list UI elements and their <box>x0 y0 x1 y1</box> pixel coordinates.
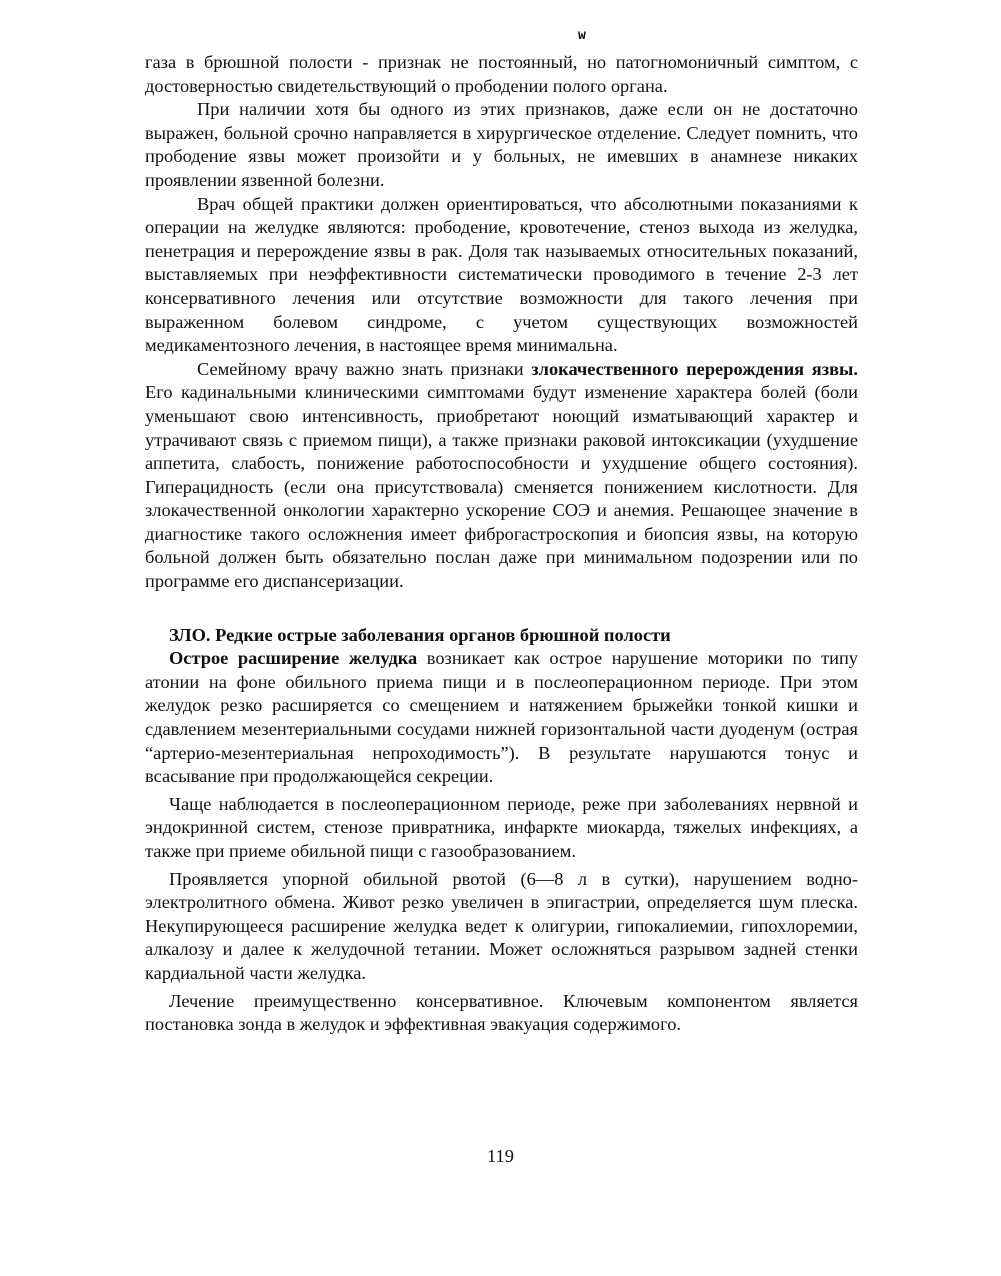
page-number: 119 <box>487 1146 514 1166</box>
paragraph-treatment: Лечение преимущественно консервативное. Ключевым компонентом является постановка зонда в желудок и эффективная эвакуация содержимого. <box>145 990 858 1035</box>
malignancy-term: злокачественного перерождения язвы. <box>531 358 858 379</box>
paragraph-indications: Врач общей практики должен ориентироваться, что абсолютными показаниями к операции на желудке являются: прободение, кровотечение, стеноз выхода из желудка, пенетрация и перерождение язвы в рак. Доля так называемых относительных показаний, выставляемых при неэффективности систематически проводимого в течение 2-3 лет консервативного лечения или отсутствие возможности для такого лечения при выраженном болевом синдроме, с учетом существующих возможностей медикаментозного лечения, в настоящее время минимальна. <box>145 193 858 356</box>
gastric-dilation-term: Острое расширение желудка <box>169 648 418 669</box>
section-heading: ЗЛО. Редкие острые заболевания органов брюшной полости <box>169 624 671 645</box>
malignancy-text: Его кадинальными клиническими симптомами будут изменение характера болей (боли уменьшают свою интенсивность, приобретают ноющий изматывающий характер и утрачивают связь с приемом пищи), а также признаки раковой интоксикации (ухудшение аппетита, слабость, понижение работоспособности и ухудшение общего состояния). Гиперацидность (если она присутствовала) сменяется понижением кислотности. Для злокачественной онкологии характерно ускорение СОЭ и анемия. Решающее значение в диагностике такого осложнения имеет фиброгастроскопия и биопсия язвы, на которую больной должен быть обязательно послан даже при минимальном подозрении или по программе его диспансеризации. <box>145 382 858 592</box>
paragraph-gas-sign: газа в брюшной полости - признак не постоянный, но патогномоничный симптом, с достоверностью свидетельствующий о прободении полого органа. <box>145 52 858 96</box>
paragraph-malignancy <box>145 358 858 594</box>
body-text <box>145 51 858 1037</box>
paragraph-referral: При наличии хотя бы одного из этих признаков, даже если он не достаточно выражен, больной срочно направляется в хирургическое отделение. Следует помнить, что прободение язвы может произойти и у больных, не имевших в анамнезе никаких проявлении язвенной болезни. <box>145 99 858 190</box>
gastric-dilation-text: возникает как острое нарушение моторики по типу атонии на фоне обильного приема пищи и в послеоперационном периоде. При этом желудок резко расширяется со смещением и натяжением брыжейки тонкой кишки и сдавлением мезентериальными сосудами нижней горизонтальной части дуоденум (острая “артерио-мезентериальная непроходимость”). В результате нарушаются тонус и всасывание при продолжающейся секреции. <box>145 648 858 787</box>
paragraph-symptoms: Проявляется упорной обильной рвотой (6—8 л в сутки), нарушением водно-электролитного обмена. Живот резко увеличен в эпигастрии, определяется шум плеска. Некупирующееся расширение желудка ведет к олигурии, гипокалиемии, гипохлоремии, алкалозу и далее к желудочной тетании. Может осложняться разрывом задней стенки кардиальной части желудка. <box>145 868 858 983</box>
paragraph-gastric-dilation <box>145 647 858 789</box>
paragraph-occurrence: Чаще наблюдается в послеоперационном периоде, реже при заболеваниях нервной и эндокринной систем, стенозе привратника, инфаркте миокарда, тяжелых инфекциях, а также при приеме обильной пищи с газообразованием. <box>145 793 858 861</box>
malignancy-intro: Семейному врачу важно знать признаки <box>197 358 532 379</box>
top-mark: w <box>578 28 586 43</box>
